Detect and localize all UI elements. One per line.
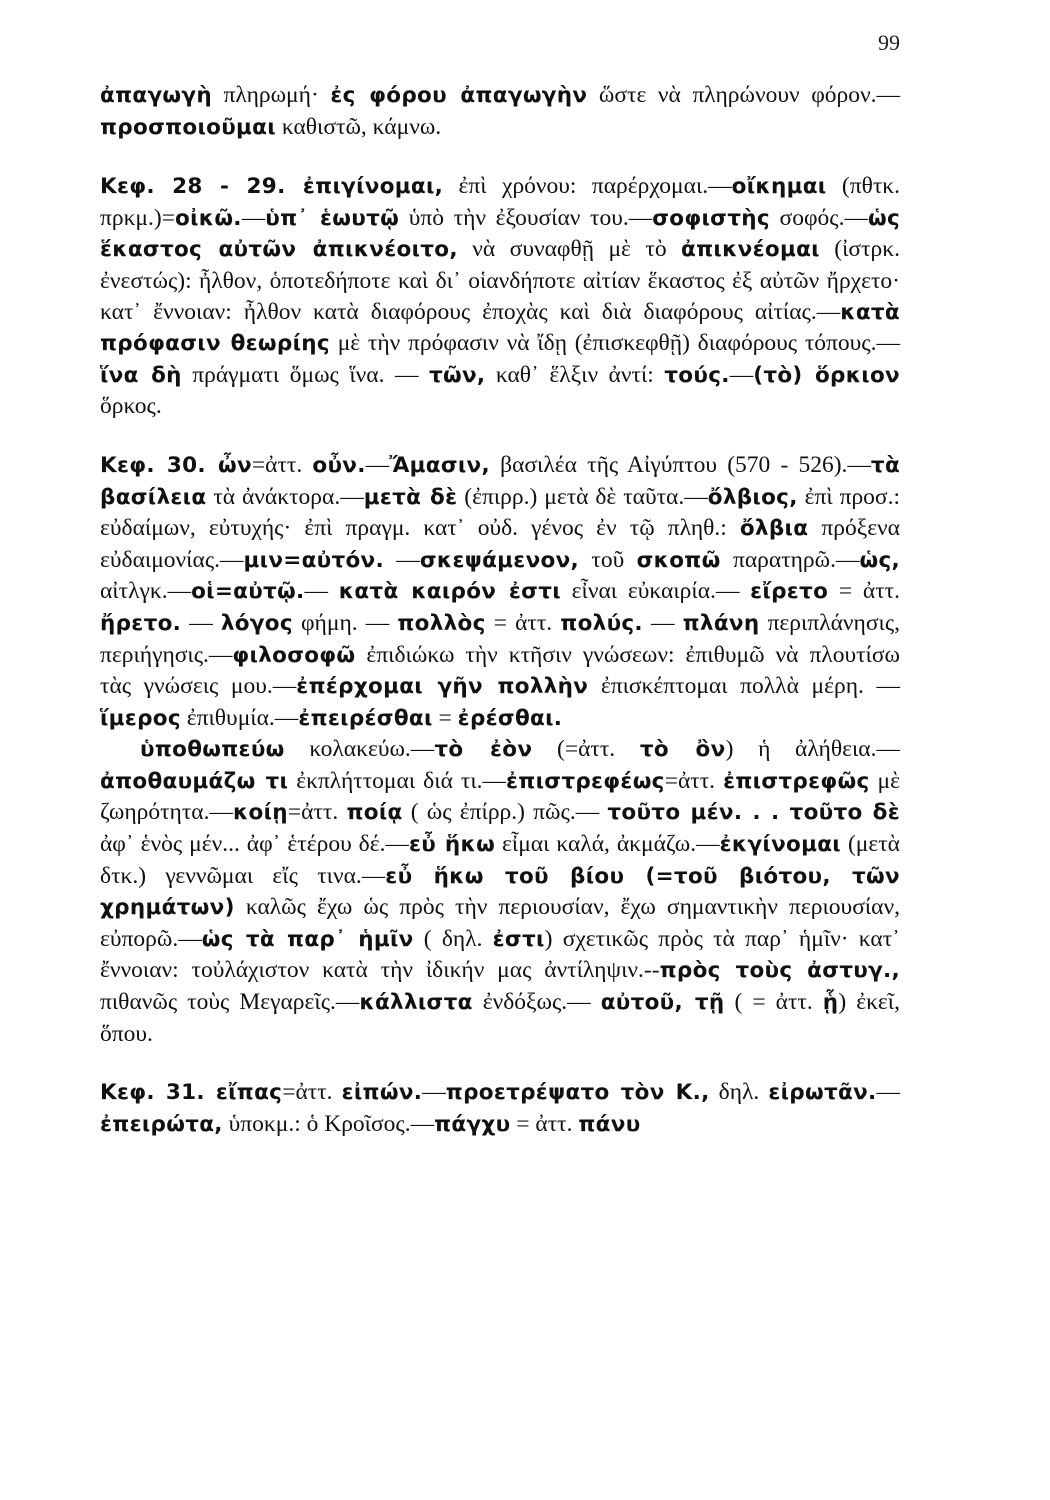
gloss-text: πράγματι ὅμως ἵνα. — [181,361,429,388]
headword: τοῦτο μέν. . . τοῦτο δὲ [607,800,900,826]
gloss-text: νὰ συναφθῇ μὲ τὸ [457,236,682,263]
headword: ὑπ᾽ ἑωυτῷ [265,205,400,231]
gloss-text: πιθανῶς τοὺς Μεγαρεῖς.— [100,989,360,1016]
paragraph-chapter-28-29 [100,171,900,422]
headword: κοίῃ [232,800,288,826]
headword: ἐπιστρεφῶς [723,768,870,794]
headword: λόγος [220,610,293,636]
headword: πλάνη [682,610,760,636]
headword: ὄλβιος, [707,484,798,510]
gloss-text: ἐπισκέπτομαι πολλὰ μέρη. — [588,673,900,700]
headword: οἱ=αὐτῷ. [191,579,305,605]
headword: σκοπῶ [636,547,721,573]
gloss-text: καθιστῶ, κάμνω. [275,113,442,140]
gloss-text: ὥστε νὰ πληρώνουν φόρον.— [587,82,900,108]
gloss-text: — [876,1079,900,1106]
gloss-text: — [241,204,266,231]
gloss-text: πληρωμή· [211,82,331,108]
headword: τὰ βασίλεια [100,452,901,510]
headword: ἐπιγίνομαι, [302,174,444,200]
headword: τῶν, [428,362,486,388]
gloss-text: ) ἡ ἀλήθεια.— [725,736,900,763]
headword: ἐστι [492,926,545,952]
gloss-text: αἰτλγκ.— [100,578,192,605]
headword: κάλλιστα [359,990,473,1016]
gloss-text: ὅρκος. [100,393,162,420]
gloss-text: = ἀττ. [510,1110,579,1137]
headword: πάγχυ [434,1111,511,1137]
headword: Κεφ. 31. [100,1080,216,1106]
headword: ὡς, [859,547,900,573]
headword: Κεφ. 28 - 29. [100,174,303,200]
gloss-text: ( δηλ. [413,925,493,952]
headword: οὖν. [312,452,366,478]
gloss-text: περιπλάνησις, περιήγησις.— [100,609,901,668]
gloss-text: ὑπὸ τὴν ἐξουσίαν του.— [399,204,653,231]
gloss-text: — [422,1079,446,1106]
gloss-text: σοφός.— [769,204,868,231]
headword: πάνυ [578,1111,641,1137]
headword: ἵμερος [100,705,181,731]
gloss-text: (ἰστρκ. ἐνεστώς): ἦλθον, ὁποτεδήποτε καὶ δι᾽ οἱανδήποτε αἰτίαν ἕκαστος ἐξ αὐτῶν ἤρχετο· κατ᾽ ἔννοιαν: ἦλθον κατὰ διαφόρους ἐποχὰς καὶ διὰ διαφόρους αἰτίας.— [100,236,900,325]
gloss-text: τοῦ [579,546,637,573]
page-number: 99 [878,30,900,55]
headword: κατὰ πρόφασιν θεωρίης [100,299,900,357]
gloss-text: κολακεύω.— [284,736,435,763]
gloss-text: (ἐπιρρ.) μετὰ δὲ ταῦτα.— [457,483,708,510]
gloss-text: =ἀττ. [287,799,347,826]
gloss-text: παρατηρῶ.— [720,546,860,573]
headword: σοφιστὴς [652,205,770,231]
gloss-text: ) ἐκεῖ, ὅπου. [100,989,900,1047]
headword: κατὰ καιρόν ἐστι [338,579,561,605]
headword: οἴκημαι [731,174,827,200]
gloss-text: — [181,609,221,636]
paragraph-chapter-30 [100,450,900,734]
headword: ἤρετο. [100,610,182,636]
paragraph-continuation [100,734,900,1049]
gloss-text: βασιλέα τῆς Αἰγύπτου (570 - 526).— [489,451,871,478]
gloss-text: = [432,704,458,731]
gloss-text: =ἀττ. [282,1079,342,1106]
gloss-text: πρόξενα εὐδαιμονίας.— [100,515,900,573]
gloss-text: ἐπιδιώκω τὴν κτῆσιν γνώσεων: ἐπιθυμῶ νὰ πλουτίσω τὰς γνώσεις μου.— [100,641,900,700]
gloss-text: = ἀττ. [828,578,901,605]
headword: ὄλβια [739,516,809,542]
gloss-text: ὑποκμ.: ὁ Κροῖσος.— [222,1110,435,1137]
headword: μετὰ δὲ [363,484,458,510]
headword: ὡς τὰ παρ᾽ ἡμῖν [201,926,414,952]
headword: εἰπών. [341,1080,423,1106]
gloss-text: ( = ἀττ. [724,989,823,1016]
gloss-text: ( ὡς ἐπίρρ.) πῶς.— [402,799,608,826]
headword: ἀποθαυμάζω τι [100,768,289,794]
gloss-text: (=ἀττ. [532,736,640,763]
headword: εἰρωτᾶν. [768,1080,877,1106]
headword: πολλὸς [397,610,486,636]
headword: τὸ ἐὸν [434,737,533,763]
gloss-text: ἐπιθυμία.— [180,704,299,731]
headword: εἴρετο [750,579,829,605]
gloss-text: μὲ τὴν πρόφασιν νὰ ἴδῃ (ἐπισκεφθῇ) διαφόρους τόπους.— [329,330,900,357]
commentary-text [100,80,900,1140]
gloss-text: ἐπὶ προσ.: εὐδαίμων, εὐτυχής· ἐπὶ πραγμ. κατ᾽ οὐδ. γένος ἐν τῷ πληθ.: [100,483,900,542]
headword: (τὸ) ὅρκιον [753,362,900,388]
gloss-text: — [729,361,754,388]
gloss-text: =ἀττ. [251,451,313,478]
gloss-text: (πθτκ. πρκμ.)= [100,173,900,231]
headword: ἐς φόρου ἀπαγωγὴν [330,83,588,108]
headword: πολύς. [560,610,643,636]
headword: Ἄμασιν, [389,452,490,478]
gloss-text: ἐκπλήττομαι διά τι.— [288,767,507,794]
paragraph-gap [100,422,900,450]
gloss-text: = ἀττ. [485,609,561,636]
headword: ἐρέσθαι. [457,705,563,731]
headword: ἐπιστρεφέως [506,768,665,794]
headword: μιν=αὐτόν. [243,547,384,573]
headword: αὐτοῦ, τῇ [600,990,725,1016]
gloss-text: τὰ ἀνάκτορα.— [206,483,364,510]
headword: τὸ ὂν [639,737,726,763]
headword: οἰκῶ. [175,205,242,231]
headword: ἐπειρέσθαι [298,705,433,731]
headword: ποίᾳ [346,800,403,826]
headword: ὡς ἕκαστος αὐτῶν ἀπικνέοιτο, [100,205,900,263]
headword: ᾗ [822,990,839,1016]
paragraph-1 [100,80,900,143]
gloss-text: — [304,578,339,605]
headword: ὦν [217,452,252,478]
headword: ἵνα δὴ [100,362,182,388]
gloss-text: — [642,609,683,636]
gloss-text: (μετὰ δτκ.) γεννῶμαι εἴς τινα.— [100,831,900,889]
gloss-text: καθ᾽ ἕλξιν ἀντί: [485,361,665,388]
gloss-text: μὲ ζωηρότητα.— [100,767,900,826]
headword: ἀπαγωγὴ [100,83,212,108]
gloss-text: ἀφ᾽ ἑνὸς μέν... ἀφ᾽ ἑτέρου δέ.— [100,831,409,858]
gloss-text: =ἀττ. [664,767,724,794]
gloss-text: ) σχετικῶς πρὸς τὰ παρ᾽ ἡμῖν· κατ᾽ ἔννοιαν: τοὐλάχιστον κατὰ τὴν ἰδικήν μας ἀντίληψιν.-- [100,925,901,984]
gloss-text: φήμη. — [292,609,398,636]
gloss-text: ἐνδόξως.— [472,989,601,1016]
headword: προσποιοῦμαι [100,114,276,140]
paragraph-chapter-31 [100,1077,900,1140]
paragraph-gap [100,1049,900,1077]
headword: εὖ ἥκω τοῦ βίου (=τοῦ βιότου, τῶν χρημάτων) [100,863,900,921]
gloss-text: δηλ. [709,1079,769,1106]
gloss-text: ἐπὶ χρόνου: παρέρχομαι.— [443,173,732,200]
headword: εἴπας [215,1080,283,1106]
headword: ὑποθωπεύω [140,737,285,763]
headword: ἐκγίνομαι [719,832,841,858]
headword: φιλοσοφῶ [232,642,356,668]
headword: ἐπέρχομαι γῆν πολλὴν [296,674,589,700]
headword: εὖ ἥκω [408,832,496,858]
gloss-text: εἶναι εὐκαιρία.— [560,578,751,605]
gloss-text: — [383,546,420,573]
gloss-text: καλῶς ἔχω ὡς πρὸς τὴν περιουσίαν, ἔχω σημαντικὴν περιουσίαν, εὐπορῶ.— [100,894,900,952]
gloss-text: εἶμαι καλά, ἀκμάζω.— [495,831,720,858]
headword: Κεφ. 30. [100,452,218,478]
headword: ἐπειρώτα, [100,1111,223,1137]
headword: ἀπικνέομαι [681,237,820,263]
headword: σκεψάμενον, [419,547,580,573]
headword: τούς. [664,362,730,388]
headword: πρὸς τοὺς ἀστυγ., [659,958,900,984]
headword: προετρέψατο τὸν Κ., [445,1080,710,1106]
gloss-text: — [365,451,390,478]
paragraph-gap [100,143,900,171]
